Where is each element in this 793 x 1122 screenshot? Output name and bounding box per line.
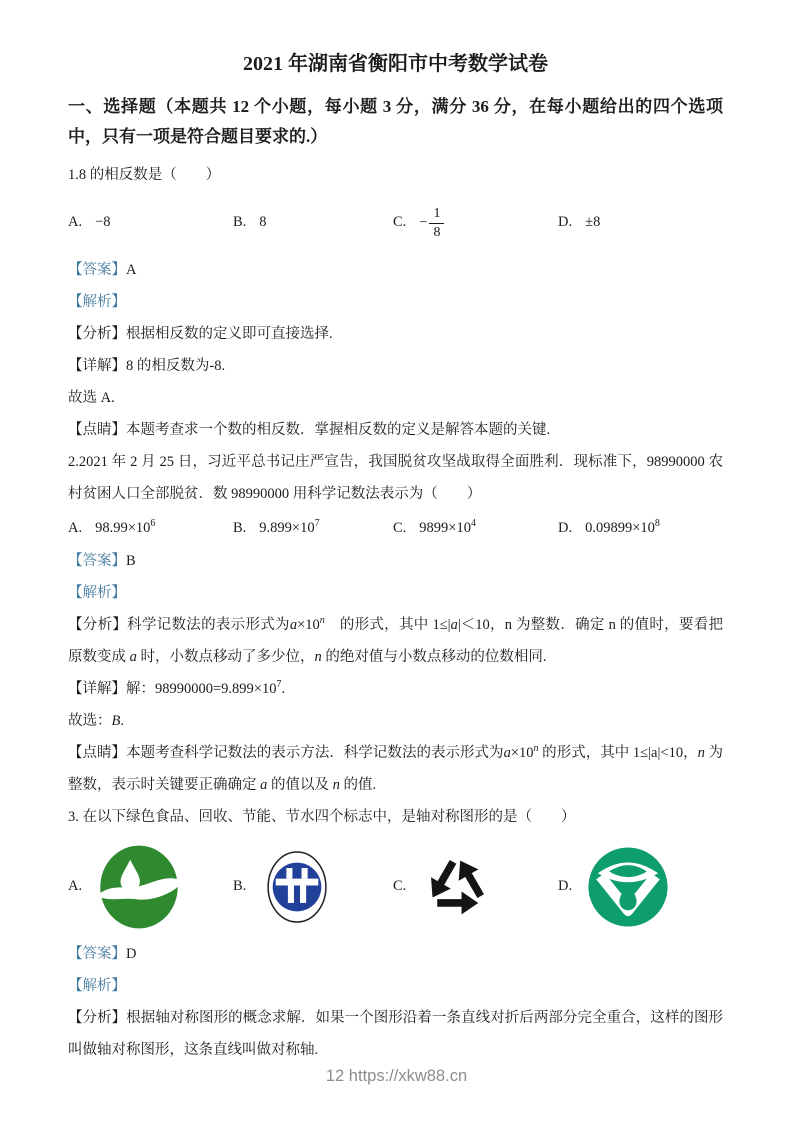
- q3-option-c-label: C.: [393, 878, 407, 895]
- q2-option-c-label: C.: [393, 519, 407, 536]
- q3-option-a: [68, 843, 233, 931]
- q3-analysis: 【分析】根据轴对称图形的概念求解．如果一个图形沿着一条直线对折后两部分完全重合，这样的图形叫做轴对称图形，这条直线叫做对称轴.: [68, 1010, 723, 1059]
- q3-answer-value: D: [126, 946, 137, 963]
- q2-option-d: [558, 513, 723, 545]
- q2-option-a-label: A.: [68, 519, 83, 536]
- q1-detail: 【详解】8 的相反数为-8.: [68, 358, 226, 375]
- answer-label: 【答案】: [68, 262, 126, 279]
- q2-option-d-label: D.: [558, 519, 573, 536]
- q2-option-c: [393, 513, 558, 545]
- answer-label: 【答案】: [68, 553, 126, 570]
- q1-options: [68, 193, 723, 253]
- q3-option-b: [233, 845, 393, 929]
- math-var-a: a: [450, 617, 458, 634]
- fraction-denominator: 8: [433, 224, 441, 240]
- exponent: 7: [276, 679, 282, 691]
- q1-option-a-value: −8: [95, 214, 111, 231]
- q2-answer-line: [68, 546, 723, 578]
- q1-option-d-value: ±8: [585, 214, 601, 231]
- math-var-a: a: [289, 617, 298, 634]
- q2-analysis: 【分析】科学记数法的表示形式为$a\times 10^n$ 的形式，其中 1≤|a|＜10，n 为整数．确定 n 的值时，要看把原数变成 a 时，小数点移动了多少位，n 的绝对值与小数点移动的位数相同.: [68, 615, 723, 666]
- q2-answer-value: B: [126, 553, 136, 570]
- q3-option-d-label: D.: [558, 878, 573, 895]
- exponent: 6: [150, 517, 156, 529]
- page-footer: 12 https://xkw88.cn: [325, 1067, 468, 1085]
- q2-option-a-value: $98.99\times 10^6$: [95, 517, 156, 536]
- q1-conclusion: 故选 A.: [68, 389, 115, 406]
- math-var-a: a: [129, 649, 137, 666]
- q2-option-c-value: $9899\times 10^4$: [419, 517, 476, 536]
- math-var-n: n: [332, 776, 340, 793]
- q2-option-b: [233, 513, 393, 545]
- q2-analysis-header: [68, 578, 723, 610]
- math-var-n: n: [314, 649, 322, 666]
- q1-option-d: [558, 207, 723, 239]
- q2-option-b-label: B.: [233, 519, 247, 536]
- q2-options: [68, 513, 723, 545]
- q1-option-a-label: A.: [68, 214, 83, 231]
- energy-saving-logo-icon: [259, 845, 335, 929]
- q1-option-c: [393, 205, 558, 241]
- q2-option-b-value: $9.899\times 10^7$: [259, 517, 320, 536]
- q2-conclusion: 故选：B.: [68, 712, 124, 729]
- math-var-a: a: [503, 744, 511, 761]
- math-var-a: a: [260, 776, 268, 793]
- q3-answer-line: [68, 939, 723, 971]
- analysis-label: 【解析】: [68, 585, 126, 602]
- q1-stem: 1.8 的相反数是（ ）: [68, 166, 221, 183]
- q1-answer-value: A: [126, 262, 137, 279]
- exponent: 7: [314, 517, 320, 529]
- exponent: 4: [470, 517, 476, 529]
- q3-stem: 3. 在以下绿色食品、回收、节能、节水四个标志中，是轴对称图形的是（ ）: [68, 808, 576, 825]
- section-heading: 一、选择题（本题共 12 个小题，每小题 3 分，满分 36 分，在每小题给出的四个选项中，只有一项是符合题目要求的.）: [68, 97, 723, 146]
- q1-option-d-label: D.: [558, 214, 573, 231]
- analysis-label: 【解析】: [68, 978, 126, 995]
- math-var-n: n: [697, 744, 705, 761]
- answer-letter-italic: B: [111, 712, 121, 729]
- q1-option-c-value: [419, 205, 444, 241]
- analysis-label: 【解析】: [68, 294, 126, 311]
- q1-option-b: [233, 207, 393, 239]
- q1-analysis: 【分析】根据相反数的定义即可直接选择.: [68, 326, 333, 343]
- q1-remark: 【点睛】本题考查求一个数的相反数．掌握相反数的定义是解答本题的关键.: [68, 421, 551, 438]
- q2-remark: 【点睛】本题考查科学记数法的表示方法．科学记数法的表示形式为$a\times 10^n$ 的形式，其中 1≤|a|<10，n 为整数，表示时关键要正确确定 a 的值以及 n 的值.: [68, 742, 724, 793]
- q2-stem: 2.2021 年 2 月 25 日，习近平总书记庄严宣告，我国脱贫攻坚战取得全面胜利．现标准下，98990000 农村贫困人口全部脱贫．数 98990000 用科学记数法表示为（ ）: [68, 453, 723, 502]
- q2-option-a: [68, 513, 233, 545]
- q3-option-a-label: A.: [68, 878, 83, 895]
- green-food-logo-icon: [95, 843, 183, 931]
- recycling-logo-icon: [419, 848, 495, 926]
- fraction: [429, 205, 444, 241]
- q3-option-d: [558, 844, 723, 930]
- q3-analysis-header: [68, 971, 723, 1003]
- answer-label: 【答案】: [68, 946, 126, 963]
- exponent: 8: [654, 517, 660, 529]
- minus-sign: −: [419, 214, 428, 231]
- q3-logo-options: [68, 839, 723, 935]
- q1-answer-line: [68, 255, 723, 287]
- page-title: 2021 年湖南省衡阳市中考数学试卷: [243, 53, 548, 75]
- q2-option-d-value: $0.09899\times 10^8$: [585, 517, 660, 536]
- q2-detail: 【详解】解：$98990000=9.899\times 10^7$.: [68, 679, 286, 697]
- q1-option-b-value: 8: [259, 214, 267, 231]
- q1-option-b-label: B.: [233, 214, 247, 231]
- math-exp-n: n: [319, 615, 325, 627]
- water-saving-logo-icon: [585, 844, 671, 930]
- math-exp-n: n: [533, 742, 539, 754]
- q3-option-b-label: B.: [233, 878, 247, 895]
- q1-option-c-label: C.: [393, 214, 407, 231]
- q3-option-c: [393, 848, 558, 926]
- q1-analysis-header: [68, 287, 723, 319]
- q1-option-a: [68, 207, 233, 239]
- fraction-numerator: 1: [429, 205, 444, 224]
